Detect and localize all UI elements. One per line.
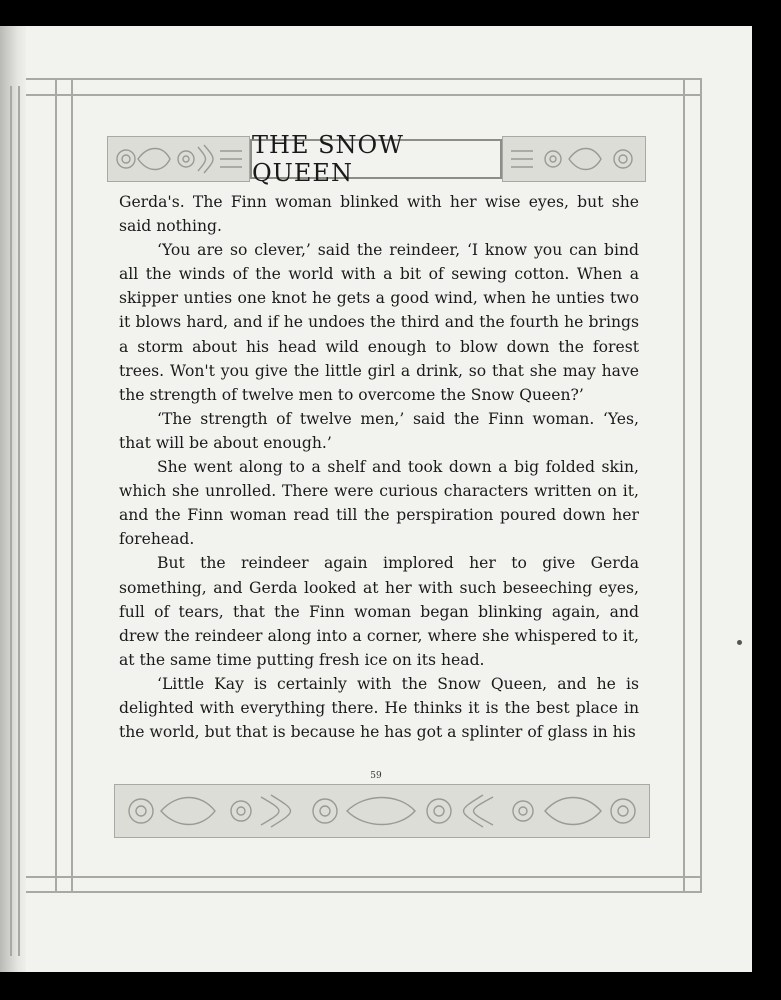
- border-rule: [10, 86, 12, 956]
- paragraph: ‘Little Kay is certainly with the Snow Queen, and he is delighted with everything there. He thinks it is the best place in the world, but that is because he has got a splinter of glass in his: [119, 674, 639, 742]
- paragraph: She went along to a shelf and took down a big folded skin, which she unrolled. There were curious characters written on it, and the Finn woman read till the perspiration poured down her forehead.: [119, 458, 639, 549]
- frame-rule-top: [26, 94, 702, 96]
- book-page: [0, 26, 752, 972]
- paragraph: But the reindeer again implored her to give Gerda something, and Gerda looked at her with such beseeching eyes, full of tears, that the Finn woman began blinking again, and drew the reindeer along into a corner, where she whispered to it, at the same time putting fresh ice on its head.: [119, 554, 639, 669]
- border-rule: [18, 86, 20, 956]
- paragraph: ‘You are so clever,’ said the reindeer, ‘I know you can bind all the winds of the world with a bit of sewing cotton. When a skipper unties one knot he gets a good wind, when he unties two it blows hard, and if he undoes the third and the fourth he brings a storm about his head wild enough to blow down the forest trees. Won't you give the little girl a drink, so that she may have the strength of twelve men to overcome the Snow Queen?’: [119, 241, 639, 404]
- adjacent-page-edge: [0, 26, 26, 972]
- paragraph: Gerda's. The Finn woman blinked with her wise eyes, but she said nothing.: [119, 193, 639, 236]
- floral-ornament-right: [502, 136, 646, 182]
- frame-rule-bottom: [26, 876, 702, 878]
- frame-rule-top: [26, 78, 702, 80]
- page-number: 59: [370, 771, 382, 781]
- floral-ornament-bottom: [114, 784, 650, 838]
- frame-rule-bottom: [26, 891, 702, 893]
- title-band: [107, 131, 646, 187]
- page-dot: [737, 640, 742, 645]
- page-title: THE SNOW QUEEN: [250, 139, 502, 179]
- body-text: [119, 190, 639, 744]
- paragraph: ‘The strength of twelve men,’ said the Finn woman. ‘Yes, that will be about enough.’: [119, 409, 639, 452]
- floral-ornament-left: [107, 136, 250, 182]
